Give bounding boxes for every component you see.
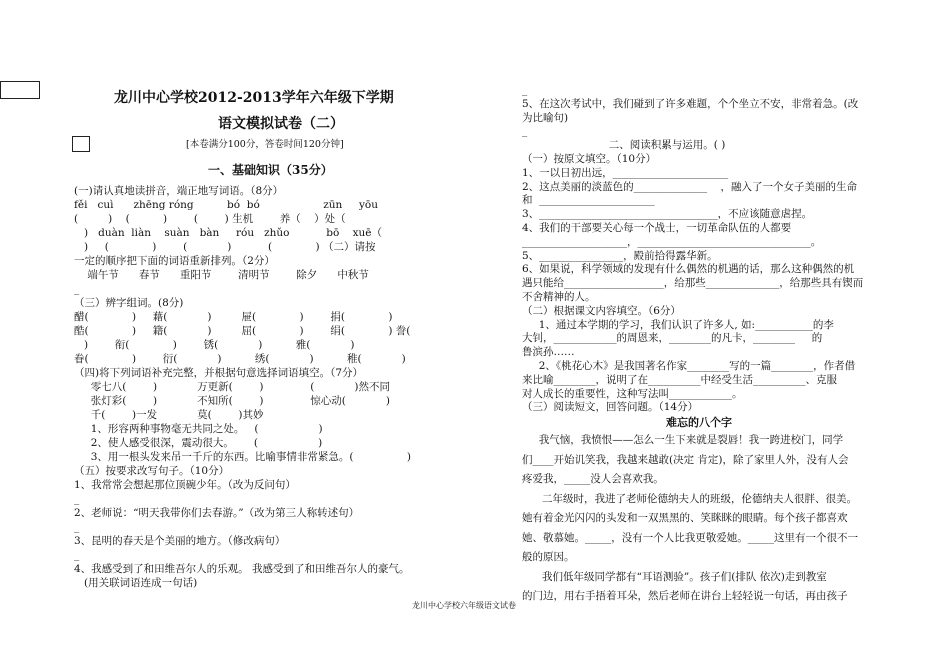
- text-line: 1、通过本学期的学习，我们认识了许多人, 如:___________的李: [522, 318, 834, 331]
- text-line: 二、阅读积累与运用。( ): [522, 139, 726, 152]
- score-time-note: [本卷满分100分，答卷时间120分钟]: [186, 139, 344, 150]
- text-line: （三）辨字组词。(8分): [74, 297, 184, 309]
- text-line: 遇只能给___________________，给那些______________，给那些具有锲而: [522, 277, 864, 290]
- story-line: 般的原因。: [522, 551, 575, 563]
- text-line: 5、在这次考试中，我们碰到了许多难题，个个坐立不安，非常着急。(改: [522, 97, 859, 110]
- text-line: 3、__________________________________，不应该随意虐捏。: [522, 208, 813, 221]
- text-line: fěi cuì zhēng róng bó bó zūn yōu: [74, 199, 378, 211]
- paper-title: 龙川中心学校2012-2013学年六年级下学期: [114, 90, 394, 106]
- story-line: 的门边，用右手捂着耳朵，然后老师在讲台上轻轻说一句话，再由孩子: [522, 590, 848, 602]
- text-line: 来比喻________，说明了在__________中经受生活__________、克服: [522, 373, 837, 386]
- text-line: 1、形容两种事物毫无共同之处。 ( ): [74, 423, 323, 435]
- text-line: (一)请认真地读拼音，端正地写词语。（8分）: [74, 185, 284, 197]
- text-line: _: [74, 283, 80, 295]
- text-line: 不舍精神的人。: [522, 291, 596, 303]
- text-line: _: [74, 549, 80, 561]
- story-line: 她、敬慕她。_____，没有一个人比我更敬爱她。_____这里有一个很不一: [522, 531, 858, 544]
- text-line: 端午节 春节 重阳节 清明节 除夕 中秋节: [74, 269, 369, 281]
- paper-subtitle-heading: 语文模拟试卷（二）: [218, 116, 344, 132]
- story-line: 疼爱我，_____没人会喜欢我。: [522, 473, 664, 485]
- page-footer: 龙川中心学校六年级语文试卷: [412, 601, 516, 610]
- text-line: 酷( ) 籍( ) 屈( ) 绢( ) 誊(: [74, 325, 411, 337]
- text-line: 醋( ) 藉( ) 屉( ) 捐( ): [74, 311, 393, 323]
- text-line: （四)将下列词语补充完整，并根据句意选择词语填空。（7分）: [74, 367, 364, 379]
- section-basic-knowledge: 一、基础知识（35分）: [208, 163, 333, 177]
- text-line: （二）根据课文内容填空。（6分）: [522, 304, 681, 317]
- text-line: ) ( ) ( ) ( ) （二）请按: [74, 241, 376, 253]
- text-line: 2、老师说：“明天我带你们去春游。”（改为第三人称转述句）: [74, 507, 360, 519]
- text-line: ( ) ( ) ( ) 生机 养（ ）处（: [74, 213, 346, 225]
- text-line: _: [522, 84, 528, 96]
- text-line: 一定的顺序把下面的词语重新排列。（2分）: [74, 255, 275, 267]
- text-line: 3、用一根头发来吊一千斤的东西。比喻事情非常紧急。( ): [74, 451, 411, 463]
- text-line: 眷( ) 衍( ) 绣( ) 稚( ): [74, 353, 406, 365]
- small-checkbox-square: [72, 136, 90, 152]
- text-line: 张灯彩( ) 不知所( ) 惊心动( ): [74, 395, 390, 407]
- text-line: _: [74, 493, 80, 505]
- text-line: 零七八( ) 万更新( ) ( )然不同: [74, 381, 390, 393]
- text-line: （一）按原文填空。（10分）: [522, 153, 657, 165]
- story-line: 我们低年级同学都有“耳语测验”。孩子们(排队 依次)走到教室: [522, 570, 827, 583]
- text-line: 1、我常常会想起那位顶碗少年。（改为反问句）: [74, 479, 296, 491]
- text-line: （五）按要求改写句子。（10分）: [74, 465, 230, 477]
- text-line: 5、________________，殿前拾得露华新。: [522, 249, 718, 262]
- text-line: 为比喻句): [522, 111, 569, 124]
- story-line: 她有着金光闪闪的头发和一双黑黑的、笑眯眯的眼睛。每个孩子都喜欢: [522, 512, 848, 524]
- text-line: 千( )一发 莫( )其妙: [74, 409, 264, 421]
- text-line: ) 衔( ) 锈( ) 雅( ): [74, 339, 355, 351]
- text-line: 和 ______________________: [522, 194, 655, 207]
- text-line: 鲁滨孙……: [522, 346, 575, 359]
- story-line: 二年级时，我进了老师伦德纳夫人的班级，伦德纳夫人很胖、很美。: [522, 492, 858, 505]
- text-line: （三）阅读短文，回答问题。（14分）: [522, 401, 699, 414]
- text-line: 1、一以日初出远，______________________: [522, 166, 729, 179]
- text-line: 2、使人感受很深，震动很大。 ( ): [74, 437, 323, 449]
- corner-box: [0, 81, 40, 99]
- text-line: 2、这点美丽的淡蓝色的______________ ，融入了一个女子美丽的生命: [522, 180, 858, 193]
- text-line: ____________________，_________________________________。: [522, 235, 822, 248]
- text-line: 4、我感受到了和田维吾尔人的乐观。 我感受到了和田维吾尔人的豪气。: [74, 563, 410, 575]
- text-line: _: [74, 521, 80, 533]
- story-line: 我气恼，我愤恨——怎么一生下来就是裂唇！我一跨进校门，同学: [522, 434, 844, 446]
- text-line: _: [522, 125, 528, 138]
- text-line: 对人成长的重要性，这种写法叫____________。: [522, 387, 743, 400]
- text-line: 3、昆明的春天是个美丽的地方。（修改病句）: [74, 535, 286, 547]
- text-line: 大钊，____________的周恩来，________的凡卡，________ 的: [522, 332, 823, 345]
- story-title: 难忘的八个字: [666, 416, 732, 429]
- story-line: 们____开始讥笑我，我越来越敢(决定 肯定)，除了家里人外，没有人会: [522, 453, 849, 466]
- text-line: (用关联词语连成一句话): [74, 577, 198, 589]
- text-line: ) duàn liàn suàn bàn róu zhǔo bō xuē（: [74, 227, 383, 239]
- text-line: 2、《桃花心木》是我国著名作家________写的一篇________，作者借: [522, 360, 856, 372]
- text-line: 6、如果说，科学领域的发现有什么偶然的机遇的话，那么这种偶然的机: [522, 263, 855, 276]
- text-line: 4、我们的干部要关心每一个战士，一切革命队伍的人都要: [522, 222, 792, 234]
